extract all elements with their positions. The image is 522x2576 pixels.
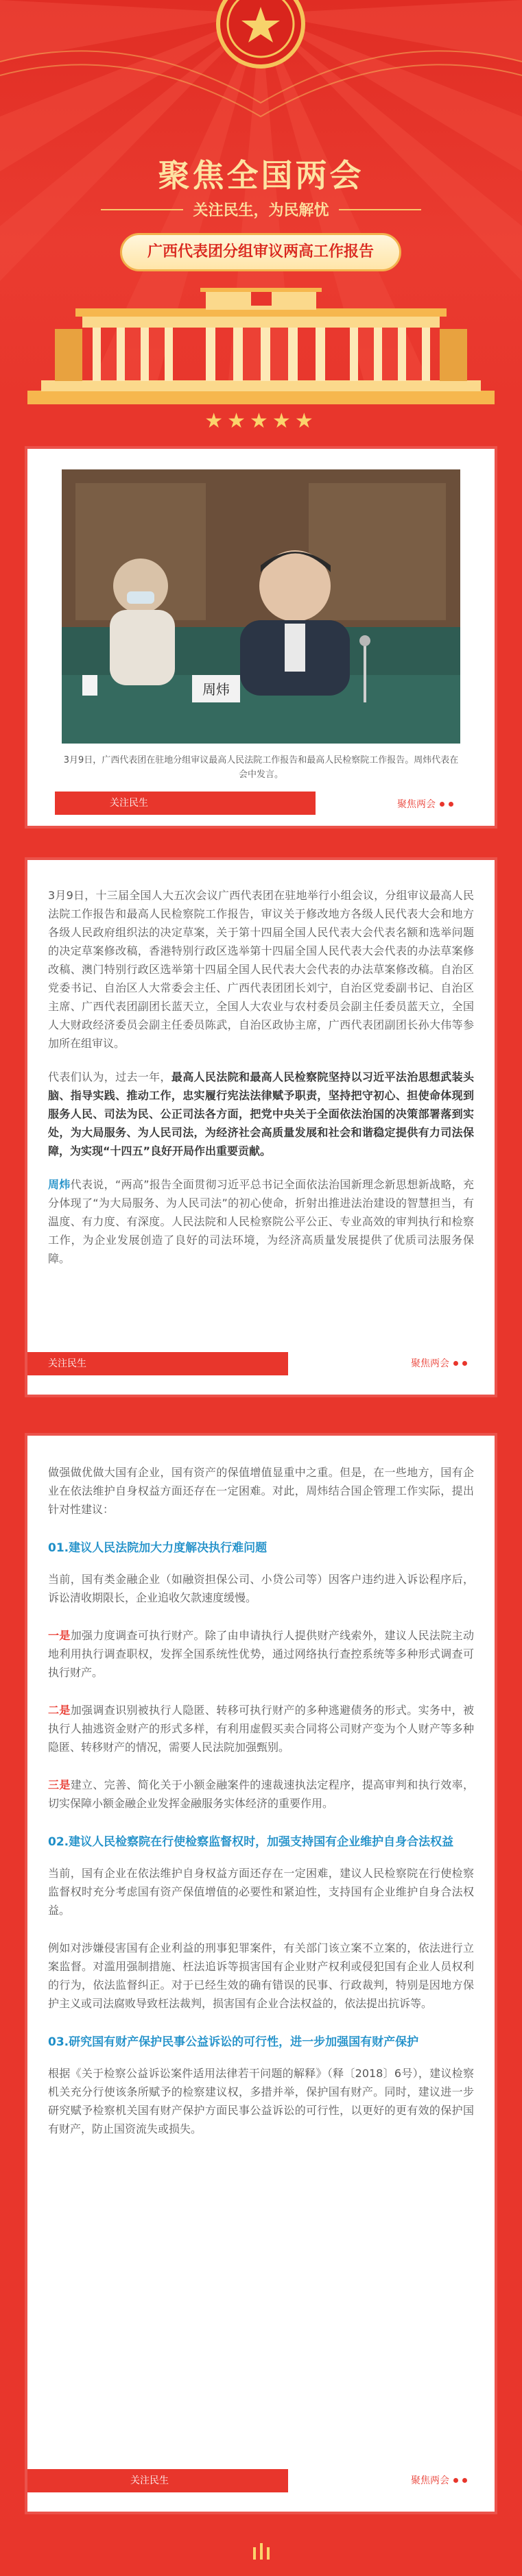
dot-icon	[462, 2478, 467, 2483]
paragraph-highlight: 最高人民法院和最高人民检察院坚持以习近平法治思想武装头脑、指导实践、推动工作，忠实履行宪法法律赋予职责，坚持把守初心、担使命体现到服务人民、司法为民、公正司法各方面，把党中央关于全面依法治国的决策部署落到实处，为大局服务、为人民司法，为经济社会高质量发展和社会和谐稳定提供有力司法保障，为实现“十四五”良好开局作出重要贡献。	[48, 1070, 474, 1157]
tag-bar-left	[27, 1352, 288, 1375]
paragraph: 例如对涉嫌侵害国有企业利益的刑事犯罪案件，有关部门该立案不立案的，依法进行立案监督。对滥用强制措施、枉法追诉等损害国有企业财产权利或侵犯国有企业人员权利的行为，依法监督纠正。对于已经生效的确有错误的民事、行政裁判，特别是因地方保护主义或司法腐败导致枉法裁判，损害国有企业合法权益的，依法提出抗诉等。	[48, 1941, 474, 2010]
paragraph-intro: 代表们认为，过去一年，	[48, 1070, 171, 1083]
national-emblem-icon	[209, 0, 312, 69]
subtitle-divider-left	[101, 209, 183, 210]
paragraph-body: 代表说，“两高”报告全面贯彻习近平总书记全面依法治国新理念新思想新战略，充分体现了“为大局服务、为人民司法”的初心使命，折射出推进法治建设的智慧担当，有温度、有力度、有深度。人民法院和人民检察院公平公正、专业高效的审判执行和检察工作，为企业发展创造了良好的司法环境，为经济高质量发展提供了优质司法服务保障。	[48, 1178, 474, 1265]
tag-bar-left	[55, 792, 316, 815]
paragraph-body: 加强力度调查可执行财产。除了由申请执行人提供财产线索外，建议人民法院主动地利用执行调查职权，发挥全国系统性优势，通过网络执行查控系统等多种形式调查可执行财产。	[48, 1629, 474, 1679]
text-card-2	[27, 1436, 495, 2512]
section-heading-2: 02.建议人民检察院在行使检察监督权时，加强支持国有企业维护自身合法权益	[48, 1835, 454, 1849]
footer-logo-icon	[0, 2528, 522, 2576]
dot-icon	[453, 2478, 458, 2483]
report-badge: 广西代表团分组审议两高工作报告	[120, 233, 401, 271]
paragraph: 做强做优做大国有企业，国有资产的保值增值显重中之重。但是，在一些地方，国有企业在依法维护自身权益方面还存在一定困难。对此，周炜结合国企管理工作实际，提出针对性建议：	[48, 1466, 474, 1516]
tag-right	[411, 2473, 467, 2487]
nameplate: 周炜	[202, 681, 230, 698]
tag-label-left: 关注民生	[130, 2475, 169, 2486]
subtitle-row	[0, 199, 522, 220]
tag-label-right: 聚焦两会	[397, 799, 436, 810]
tag-label-left: 关注民生	[48, 1358, 86, 1369]
point-label: 一是	[48, 1629, 71, 1642]
tag-label-right: 聚焦两会	[411, 1358, 449, 1369]
subtitle-divider-right	[339, 209, 421, 210]
paragraph	[48, 1626, 474, 1682]
paragraph	[48, 1175, 474, 1268]
dot-icon	[449, 802, 453, 807]
paragraph: 当前，国有类金融企业（如融资担保公司、小贷公司等）因客户违约进入诉讼程序后，诉讼清收期限长，企业追收欠款速度缓慢。	[48, 1573, 474, 1604]
tag-bar-left	[27, 2469, 288, 2492]
dot-icon	[440, 802, 444, 807]
tag-label-right: 聚焦两会	[411, 2475, 449, 2486]
header-banner	[0, 0, 522, 404]
speaker-name: 周炜	[48, 1178, 71, 1191]
paragraph	[48, 1701, 474, 1756]
paragraph: 3月9日，十三届全国人大五次会议广西代表团在驻地举行小组会议，分组审议最高人民法院工作报告和最高人民检察院工作报告，审议关于修改地方各级人民代表大会和地方各级人民政府组织法的决定草案，关于第十四届全国人民代表大会代表名额和选举问题的决定草案修改稿，香港特别行政区选举第十四届全国人民代表大会代表的办法草案修改稿、澳门特别行政区选举第十四届全国人民代表大会代表的办法草案修改稿。自治区党委书记、自治区人大常委会主任、广西代表团团长刘宁，自治区党委副书记、自治区主席、广西代表团副团长蓝天立，全国人大农业与农村委员会副主任委员蓝天立，全国人大财政经济委员会副主任委员陈武，自治区政协主席，广西代表团副团长孙大伟等参加所在组审议。	[48, 889, 474, 1050]
paragraph-body: 建立、完善、简化关于小额金融案件的速裁速执法定程序，提高审判和执行效率，切实保障小额金融企业发挥金融服务实体经济的重要作用。	[48, 1778, 474, 1810]
paragraph-body: 加强调查识别被执行人隐匿、转移可执行财产的多种逃避债务的形式。实务中，被执行人抽逃资金财产的形式多样，有利用虚假买卖合同将公司财产变为个人财产等多种隐匿、转移财产的情况，需要人民法院加强甄别。	[48, 1704, 474, 1754]
tag-label-left: 关注民生	[110, 798, 148, 809]
star-divider: ★★★★★	[204, 409, 318, 433]
paragraph	[48, 1776, 474, 1813]
point-label: 三是	[48, 1778, 71, 1791]
paragraph	[48, 1068, 474, 1160]
dot-icon	[462, 1361, 467, 1366]
point-label: 二是	[48, 1704, 71, 1717]
section-heading-1: 01.建议人民法院加大力度解决执行难问题	[48, 1541, 268, 1555]
tag-right	[397, 797, 453, 811]
tag-right	[411, 1356, 467, 1370]
text-card-1	[27, 860, 495, 1395]
meeting-photo	[62, 469, 460, 744]
photo-card	[27, 449, 495, 826]
paragraph: 当前，国有企业在依法维护自身权益方面还存在一定困难，建议人民检察院在行使检察监督权时充分考虑国有资产保值增值的必要性和紧迫性，支持国有企业维护自身合法权益。	[48, 1867, 474, 1917]
great-hall-building-icon	[0, 288, 522, 404]
section-heading-3: 03.研究国有财产保护民事公益诉讼的可行性，进一步加强国有财产保护	[48, 2035, 419, 2049]
subtitle: 关注民生，为民解忧	[193, 202, 329, 219]
dot-icon	[453, 1361, 458, 1366]
photo-caption: 3月9日，广西代表团在驻地分组审议最高人民法院工作报告和最高人民检察院工作报告。周炜代表在会中发言。	[63, 755, 459, 780]
paragraph: 根据《关于检察公益诉讼案件适用法律若干问题的解释》（释〔2018〕6号），建议检察机关充分行使该条所赋予的检察建议权，多措并举，保护国有财产。同时，建议进一步研究赋予检察机关国有财产保护方面民事公益诉讼的可行性，以更好的更有效的保护国有财产，防止国资流失或损失。	[48, 2067, 474, 2135]
main-title: 聚焦全国两会	[158, 157, 364, 194]
